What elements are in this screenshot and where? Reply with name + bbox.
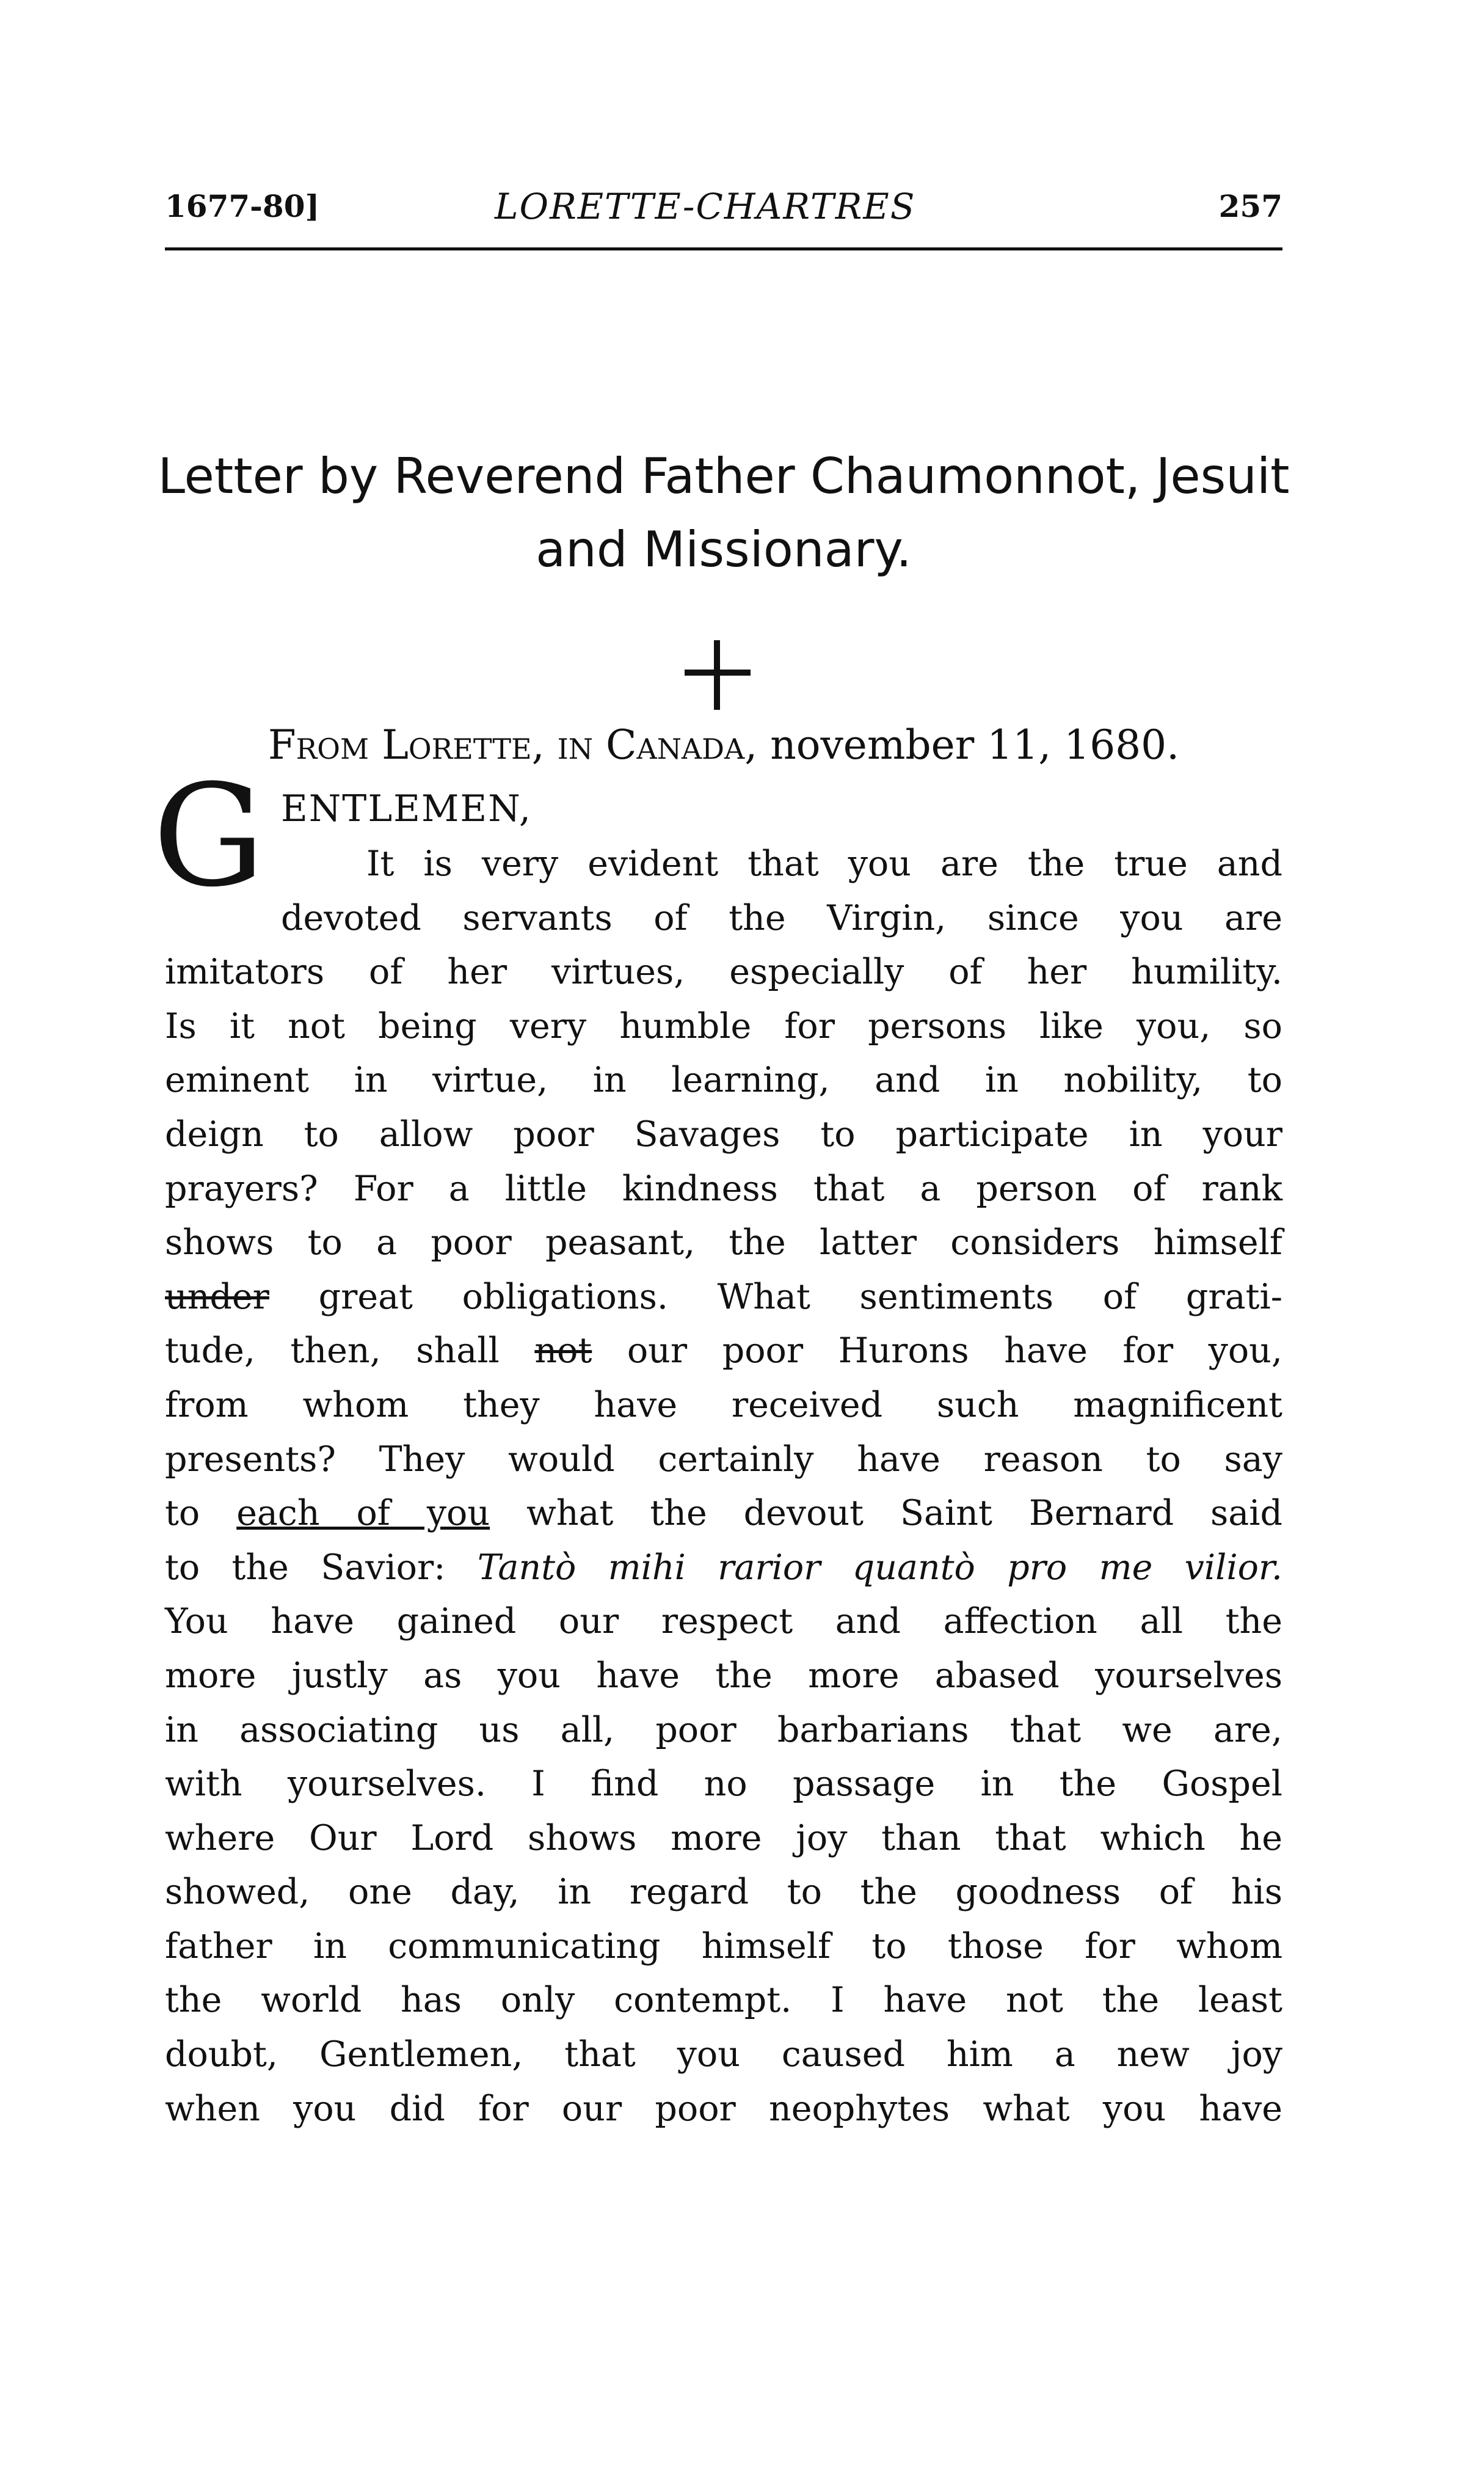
letter-title-line-1: Letter by Reverend Father Chaumonnot, Jesuit: [158, 448, 1290, 505]
body-line: showed, one day, in regard to the goodness of his: [165, 1872, 1282, 1913]
struck-word-not: not: [534, 1331, 592, 1371]
letter-body: [165, 837, 1282, 2136]
body-line-pre: tude, then, shall: [165, 1331, 535, 1371]
salutation: ENTLEMEN,: [281, 787, 532, 830]
struck-word-under: under: [165, 1276, 269, 1317]
page-number: 257: [1218, 188, 1282, 224]
body-line: in associating us all, poor barbarians that we are,: [165, 1709, 1282, 1750]
body-line-underlined: [165, 1486, 1282, 1541]
dateline-place: Canada,: [605, 721, 758, 769]
body-line-rest: great obligations. What sentiments of grati-: [269, 1276, 1282, 1317]
body-line: with yourselves. I find no passage in the Gospel: [165, 1764, 1282, 1805]
body-line-post: what the devout Saint Bernard said: [490, 1493, 1283, 1534]
body-line: deign to allow poor Savages to participate in your: [165, 1114, 1282, 1155]
latin-quotation: Tantò mihi rarior quantò pro me vilior.: [477, 1547, 1282, 1588]
header-rule: [165, 247, 1282, 250]
body-line: the world has only contempt. I have not the least: [165, 1980, 1282, 2021]
body-line-post: our poor Hurons have for you,: [592, 1331, 1282, 1371]
body-line-latin: [165, 1541, 1282, 1595]
dateline: [122, 715, 1325, 776]
body-line: more justly as you have the more abased yourselves: [165, 1655, 1282, 1696]
body-line: shows to a poor peasant, the latter considers himself: [165, 1222, 1282, 1263]
letter-title: [122, 440, 1325, 586]
body-line-struck: [165, 1324, 1282, 1378]
dateline-from: From Lorette,: [267, 721, 545, 769]
body-line: imitators of her virtues, especially of her humility.: [165, 952, 1282, 993]
body-line: where Our Lord shows more joy than that which he: [165, 1817, 1282, 1858]
body-line: You have gained our respect and affection all the: [165, 1601, 1282, 1642]
running-head-years: 1677-80]: [165, 188, 320, 224]
letter-title-line-2: and Missionary.: [536, 521, 912, 578]
body-line: eminent in virtue, in learning, and in nobility, to: [165, 1060, 1282, 1101]
body-line: from whom they have received such magnificent: [165, 1384, 1282, 1425]
body-line: father in communicating himself to those for whom: [165, 1926, 1282, 1966]
body-line-struck: [165, 1270, 1282, 1324]
running-head-title: LORETTE-CHARTRES: [495, 186, 916, 227]
body-line-pre: to the Savior:: [165, 1547, 478, 1588]
body-line: doubt, Gentlemen, that you caused him a new joy: [165, 2034, 1282, 2075]
body-line: It is very evident that you are the true and: [366, 844, 1282, 884]
underlined-phrase: each of you: [236, 1493, 490, 1534]
body-line: prayers? For a little kindness that a person of rank: [165, 1168, 1282, 1209]
cross-icon: [681, 635, 754, 715]
body-line-pre: to: [165, 1493, 237, 1534]
running-head: [165, 183, 1282, 238]
drop-cap: G: [153, 755, 265, 918]
dateline-date: november 11, 1680.: [770, 721, 1180, 769]
body-line: Is it not being very humble for persons like you, so: [165, 1006, 1282, 1046]
body-line: presents? They would certainly have reason to say: [165, 1439, 1282, 1480]
body-line: when you did for our poor neophytes what you have: [165, 2088, 1282, 2129]
body-line: devoted servants of the Virgin, since you are: [281, 897, 1282, 938]
dateline-in: in: [557, 721, 593, 769]
